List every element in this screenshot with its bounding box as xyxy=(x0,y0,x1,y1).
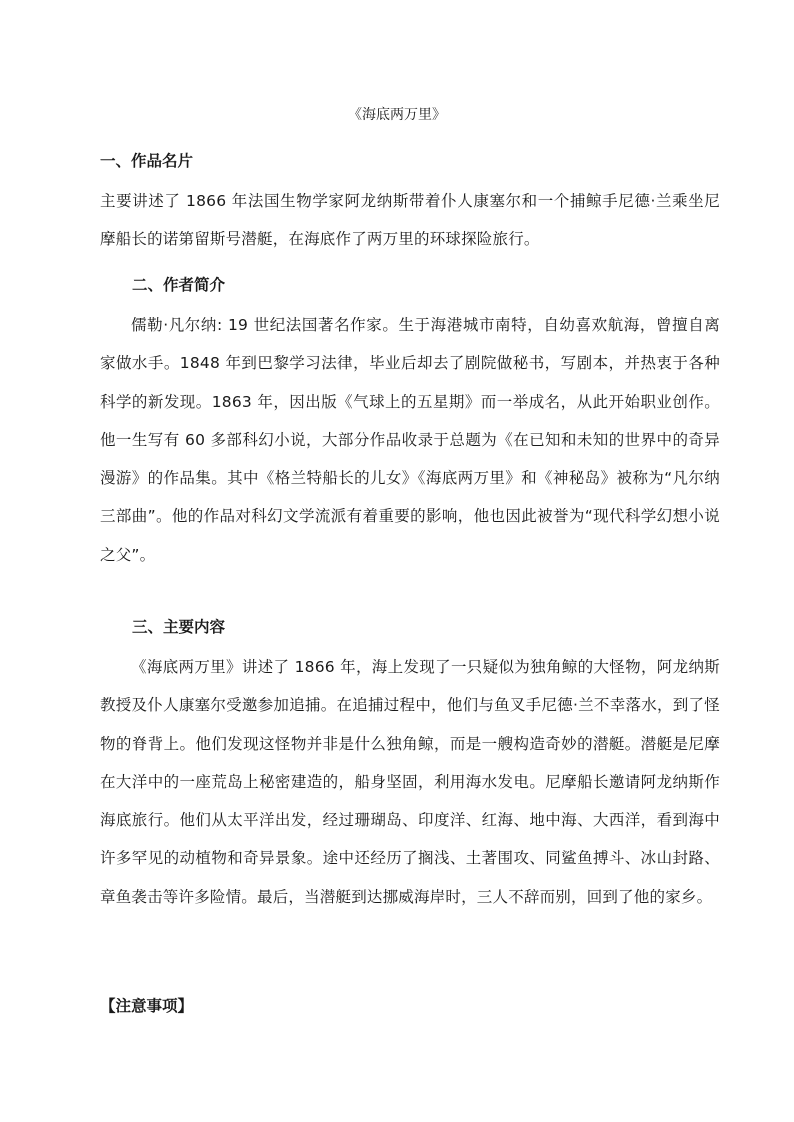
paragraph-author: 儒勒·凡尔纳: 19 世纪法国著名作家。生于海港城市南特，自幼喜欢航海，曾擅自离家做水手。1848 年到巴黎学习法律，毕业后却去了剧院做秘书，写剧本，并热衷于各种科学的新发现。1863 年，因出版《气球上的五星期》而一举成名，从此开始职业创作。他一生写有 60 多部科幻小说，大部分作品收录于总题为《在已知和未知的世界中的奇异漫游》的作品集。其中《格兰特船长的儿女》《海底两万里》和《神秘岛》被称为“凡尔纳三部曲”。他的作品对科幻文学流派有着重要的影响，他也因此被誉为“现代科学幻想小说之父”。 xyxy=(100,316,720,564)
section-heading-author: 二、作者简介 xyxy=(132,276,226,294)
document-title: 《海底两万里》 xyxy=(348,107,446,123)
paragraph-work-card: 主要讲述了 1866 年法国生物学家阿龙纳斯带着仆人康塞尔和一个捕鲸手尼德·兰乘坐尼摩船长的诺第留斯号潜艇，在海底作了两万里的环球探险旅行。 xyxy=(100,192,720,249)
section-heading-main-content: 三、主要内容 xyxy=(132,618,226,636)
section-heading-work-card: 一、作品名片 xyxy=(100,152,194,170)
notes-heading: 【注意事项】 xyxy=(100,997,194,1015)
paragraph-main-content: 《海底两万里》讲述了 1866 年，海上发现了一只疑似为独角鲸的大怪物，阿龙纳斯教授及仆人康塞尔受邀参加追捕。在追捕过程中，他们与鱼叉手尼德·兰不幸落水，到了怪物的脊背上。他们发现这怪物并非是什么独角鲸，而是一艘构造奇妙的潜艇。潜艇是尼摩在大洋中的一座荒岛上秘密建造的，船身坚固，利用海水发电。尼摩船长邀请阿龙纳斯作海底旅行。他们从太平洋出发，经过珊瑚岛、印度洋、红海、地中海、大西洋，看到海中许多罕见的动植物和奇异景象。途中还经历了搁浅、土著围攻、同鲨鱼搏斗、冰山封路、章鱼袭击等许多险情。最后，当潜艇到达挪威海岸时，三人不辞而别，回到了他的家乡。 xyxy=(100,658,720,906)
